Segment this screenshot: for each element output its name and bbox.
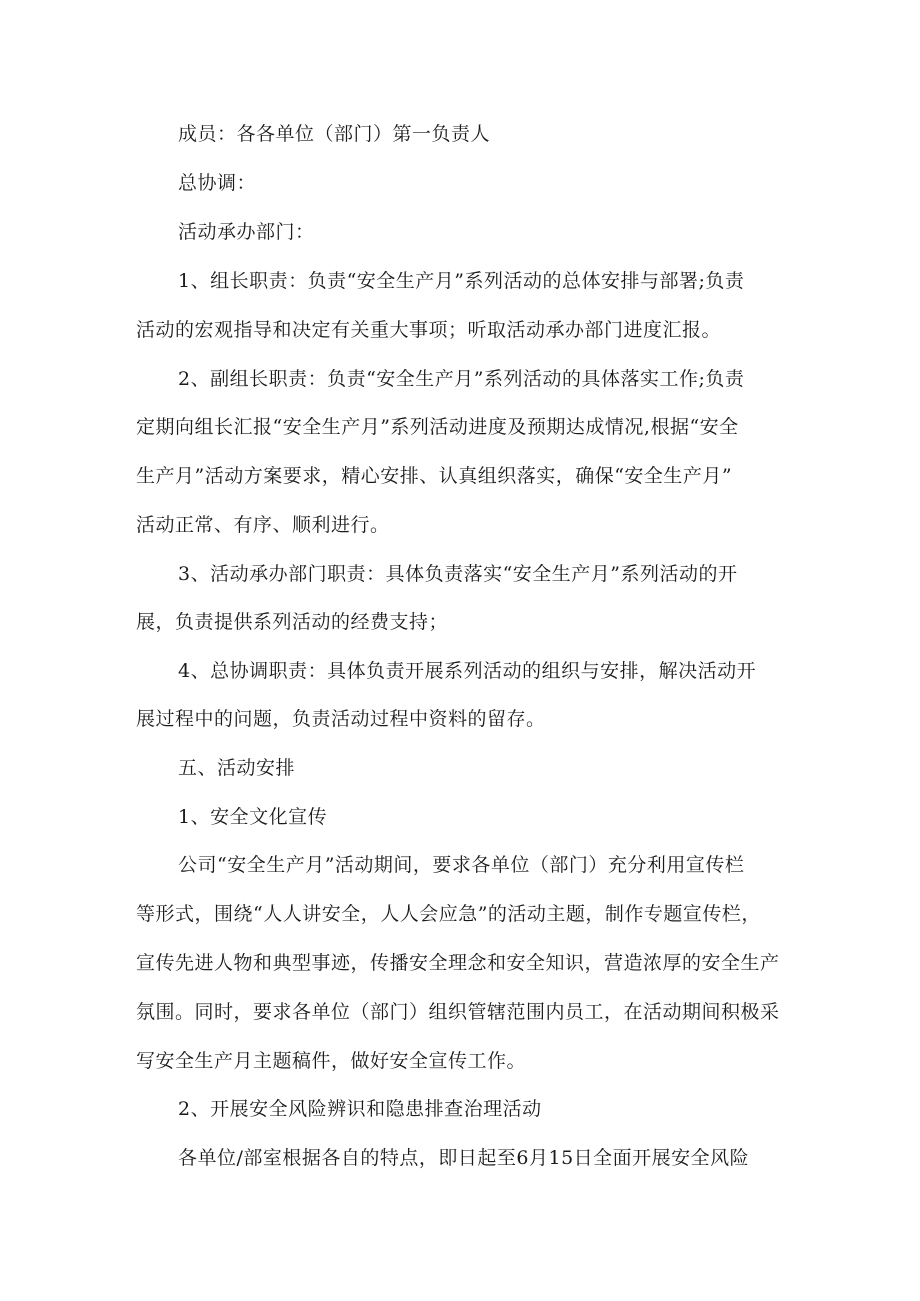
subheading-safety-culture: 1、安全文化宣传 (178, 806, 328, 828)
text-line-deputy-duty-cont2: 生产月”活动方案要求，精心安排、认真组织落实，确保“安全生产月” (136, 465, 733, 487)
text-line-culture-p2: 等形式，围绕“人人讲安全，人人会应急”的活动主题，制作专题宣传栏， (136, 903, 761, 925)
text-line-culture-p4: 氛围。同时，要求各单位（部门）组织管辖范围内员工，在活动期间积极采 (136, 1001, 780, 1023)
text-line-culture-p3: 宣传先进人物和典型事迹，传播安全理念和安全知识，营造浓厚的安全生产 (136, 952, 780, 974)
text-line-leader-duty: 1、组长职责：负责“安全生产月”系列活动的总体安排与部署;负责 (178, 270, 745, 292)
text-line-coordinator-duty: 4、总协调职责：具体负责开展系列活动的组织与安排，解决活动开 (178, 660, 757, 682)
text-line-leader-duty-cont: 活动的宏观指导和决定有关重大事项；听取活动承办部门进度汇报。 (136, 319, 722, 341)
text-line-host-dept: 活动承办部门： (178, 221, 315, 243)
text-line-host-duty: 3、活动承办部门职责：具体负责落实“安全生产月”系列活动的开 (178, 563, 738, 585)
text-line-host-duty-cont: 展，负责提供系列活动的经费支持； (136, 611, 449, 633)
text-line-deputy-duty-cont3: 活动正常、有序、顺利进行。 (136, 514, 390, 536)
text-line-members: 成员：各各单位（部门）第一负责人 (178, 123, 491, 145)
text-line-culture-p5: 写安全生产月主题稿件，做好安全宣传工作。 (136, 1050, 527, 1072)
text-line-coordinator: 总协调： (178, 172, 257, 194)
text-line-culture-p1: 公司“安全生产月”活动期间，要求各单位（部门）充分利用宣传栏 (178, 854, 745, 876)
text-line-deputy-duty: 2、副组长职责：负责“安全生产月”系列活动的具体落实工作;负责 (178, 368, 745, 390)
text-line-risk-p1: 各单位/部室根据各自的特点，即日起至6月15日全面开展安全风险 (178, 1147, 750, 1169)
text-line-deputy-duty-cont1: 定期向组长汇报“安全生产月”系列活动进度及预期达成情况,根据“安全 (136, 416, 739, 438)
subheading-risk-identification: 2、开展安全风险辨识和隐患排查治理活动 (178, 1098, 542, 1120)
text-line-coordinator-duty-cont: 展过程中的问题，负责活动过程中资料的留存。 (136, 708, 546, 730)
section-heading-activity-plan: 五、活动安排 (178, 757, 296, 779)
